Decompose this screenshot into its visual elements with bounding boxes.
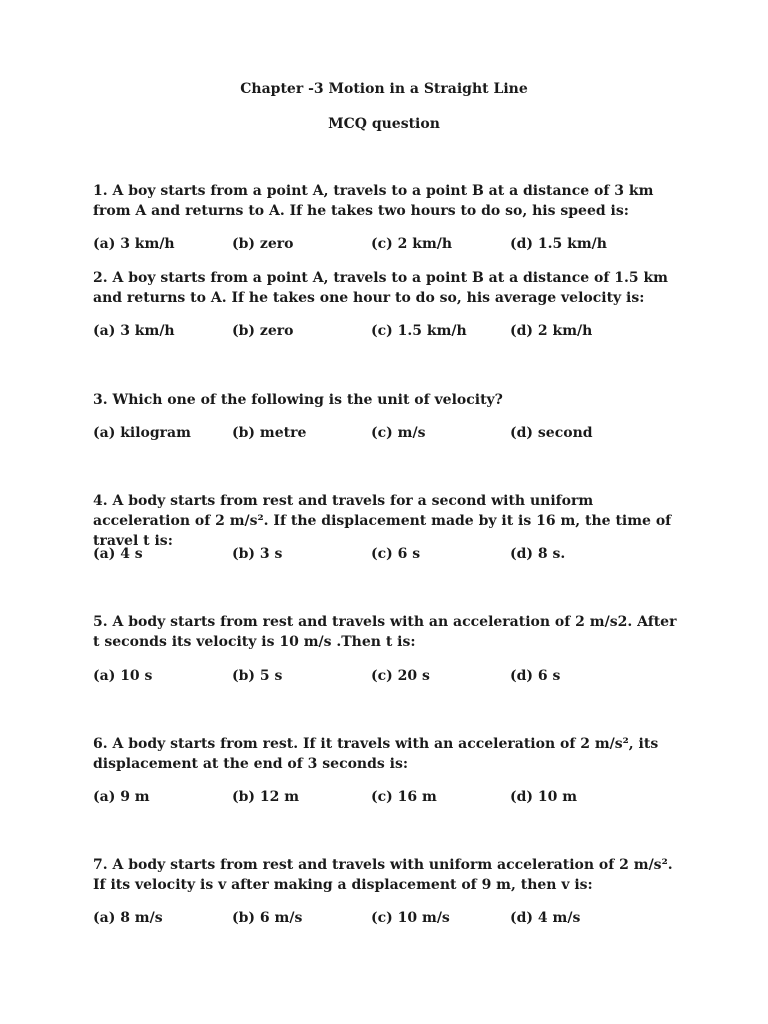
- option-c: (c) 2 km/h: [371, 236, 453, 252]
- option-a: (a) 4 s: [93, 546, 143, 562]
- question-text: 4. A body starts from rest and travels for a second with uniform acceleration of 2 m/s². If the displacement made by it is 16 m, the time of travel t is:: [93, 493, 672, 549]
- option-d: (d) 10 m: [510, 789, 578, 805]
- question-2-options: [93, 321, 693, 341]
- option-a: (a) 3 km/h: [93, 236, 175, 252]
- question-3-options: [93, 423, 693, 443]
- option-b: (b) 3 s: [232, 546, 283, 562]
- option-d: (d) 4 m/s: [510, 910, 581, 926]
- option-a: (a) 9 m: [93, 789, 150, 805]
- option-a: (a) 3 km/h: [93, 323, 175, 339]
- option-b: (b) 6 m/s: [232, 910, 303, 926]
- option-a: (a) kilogram: [93, 425, 191, 441]
- option-c: (c) 10 m/s: [371, 910, 450, 926]
- option-d: (d) 1.5 km/h: [510, 236, 607, 252]
- question-text: 3. Which one of the following is the unit of velocity?: [93, 392, 503, 408]
- option-b: (b) zero: [232, 323, 294, 339]
- question-text: 2. A boy starts from a point A, travels to a point B at a distance of 1.5 km and returns to A. If he takes one hour to do so, his average velocity is:: [93, 270, 668, 306]
- question-text: 6. A body starts from rest. If it travels with an acceleration of 2 m/s², its displacement at the end of 3 seconds is:: [93, 736, 659, 772]
- page-title: Chapter -3 Motion in a Straight Line: [240, 81, 528, 97]
- option-d: (d) 6 s: [510, 668, 561, 684]
- page-subtitle: MCQ question: [328, 116, 440, 132]
- question-1-options: [93, 234, 693, 254]
- question-6: [93, 734, 683, 774]
- option-d: (d) 2 km/h: [510, 323, 593, 339]
- option-b: (b) 12 m: [232, 789, 300, 805]
- option-d: (d) 8 s.: [510, 546, 566, 562]
- option-c: (c) 6 s: [371, 546, 421, 562]
- option-a: (a) 8 m/s: [93, 910, 163, 926]
- question-5: [93, 612, 683, 652]
- question-5-options: [93, 666, 693, 686]
- question-3: [93, 390, 683, 410]
- question-7-options: [93, 908, 693, 928]
- question-4-options: [93, 544, 693, 564]
- option-b: (b) 5 s: [232, 668, 283, 684]
- question-2: [93, 268, 683, 308]
- question-1: [93, 181, 683, 221]
- option-b: (b) metre: [232, 425, 307, 441]
- question-7: [93, 855, 683, 895]
- option-d: (d) second: [510, 425, 593, 441]
- question-text: 1. A boy starts from a point A, travels to a point B at a distance of 3 km from A and returns to A. If he takes two hours to do so, his speed is:: [93, 183, 654, 219]
- option-c: (c) m/s: [371, 425, 426, 441]
- option-a: (a) 10 s: [93, 668, 153, 684]
- option-c: (c) 16 m: [371, 789, 437, 805]
- option-c: (c) 1.5 km/h: [371, 323, 467, 339]
- question-text: 7. A body starts from rest and travels with uniform acceleration of 2 m/s². If its velocity is v after making a displacement of 9 m, then v is:: [93, 857, 673, 893]
- option-c: (c) 20 s: [371, 668, 430, 684]
- question-text: 5. A body starts from rest and travels with an acceleration of 2 m/s2. After t seconds its velocity is 10 m/s .Then t is:: [93, 614, 677, 650]
- option-b: (b) zero: [232, 236, 294, 252]
- question-4: [93, 491, 683, 551]
- question-6-options: [93, 787, 693, 807]
